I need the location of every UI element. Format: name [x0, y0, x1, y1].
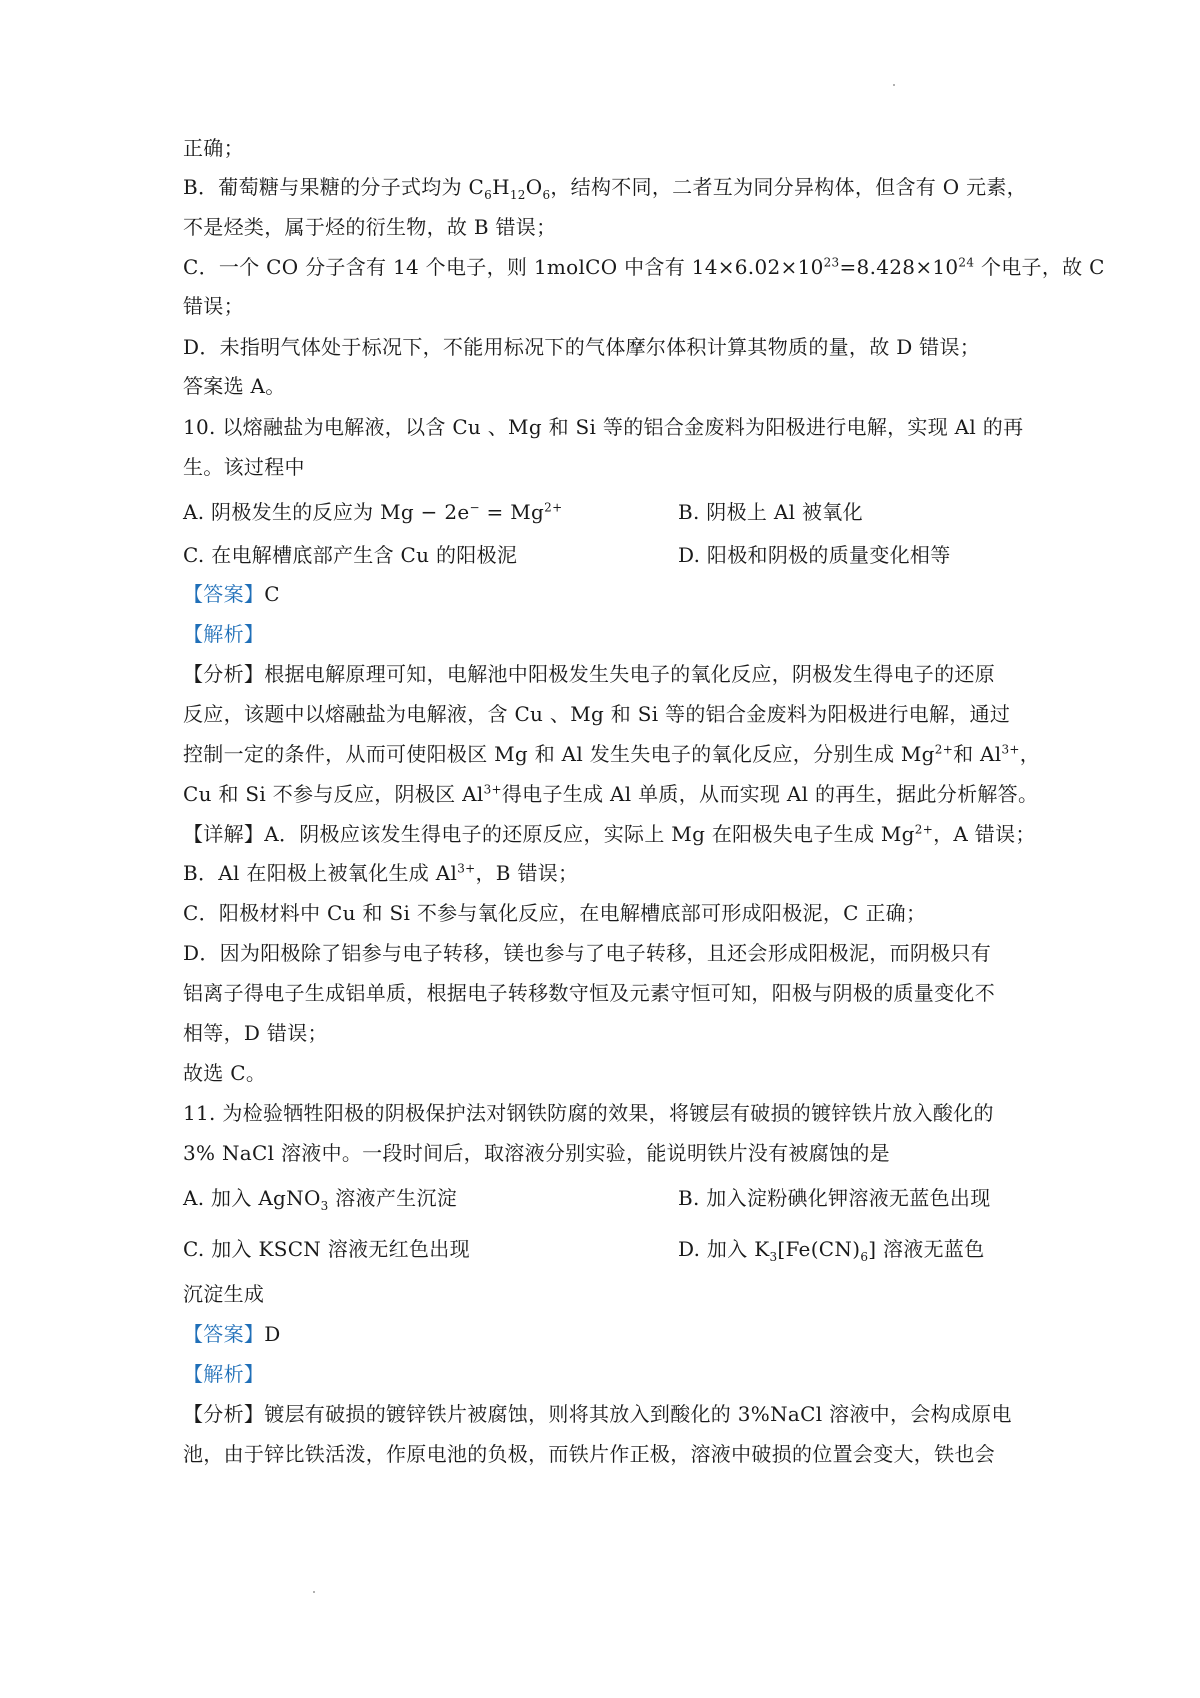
text: D．因为阳极除了铝参与电子转移，镁也参与了电子转移，且还会形成阳极泥，而阴极只有 — [183, 941, 992, 965]
text-line — [183, 1400, 1033, 1428]
text: C．一个 CO 分子含有 14 个电子，则 1molCO 中含有 14×6.02×10 — [183, 255, 824, 279]
text-line — [183, 979, 1033, 1007]
superscript: 3+ — [1001, 742, 1020, 757]
superscript: 3+ — [457, 861, 476, 876]
text: D．未指明气体处于标况下，不能用标况下的气体摩尔体积计算其物质的量，故 D 错误； — [183, 335, 981, 359]
text: B. 阴极上 Al 被氧化 — [678, 500, 863, 524]
subscript: 3 — [320, 1199, 329, 1213]
text: 池，由于锌比铁活泼，作原电池的负极，而铁片作正极，溶液中破损的位置会变大，铁也会 — [183, 1442, 995, 1466]
text-line — [183, 859, 1033, 887]
text: 错误； — [183, 294, 244, 318]
answer-label: 【答案】 — [183, 1322, 265, 1346]
text: ] 溶液无蓝色 — [868, 1237, 985, 1261]
scan-dot — [313, 1591, 315, 1593]
text: ，B 错误； — [475, 861, 579, 885]
question-11-stem — [183, 1139, 1033, 1167]
text: 【详解】A．阴极应该发生得电子的还原反应，实际上 Mg 在阳极失电子生成 Mg — [183, 822, 915, 846]
text-line — [183, 1440, 1033, 1468]
subscript: 3 — [769, 1250, 778, 1264]
subscript: 12 — [509, 188, 526, 202]
superscript: 2+ — [544, 500, 563, 515]
text: D. 加入 K — [678, 1237, 770, 1261]
text: 得电子生成 Al 单质，从而实现 Al 的再生，据此分析解答。 — [501, 782, 1039, 806]
text-line — [183, 372, 1033, 400]
option-10-c — [183, 541, 603, 569]
text-line — [183, 899, 1033, 927]
text: 铝离子得电子生成铝单质，根据电子转移数守恒及元素守恒可知，阳极与阴极的质量变化不 — [183, 981, 995, 1005]
text: =8.428×10 — [839, 255, 959, 279]
text: H — [492, 175, 510, 199]
text: B．葡萄糖与果糖的分子式均为 C — [183, 175, 485, 199]
text: 11. 为检验牺牲阳极的阴极保护法对钢铁防腐的效果，将镀层有破损的镀锌铁片放入酸化的 — [183, 1101, 994, 1125]
text: 【分析】镀层有破损的镀锌铁片被腐蚀，则将其放入到酸化的 3%NaCl 溶液中，会构成原电 — [183, 1402, 1012, 1426]
text: 和 Al — [953, 742, 1002, 766]
superscript: − — [469, 500, 480, 515]
superscript: 23 — [823, 255, 840, 270]
text: 反应，该题中以熔融盐为电解液，含 Cu 、Mg 和 Si 等的铝合金废料为阳极进行电解，通过 — [183, 702, 1011, 726]
text-line — [183, 292, 1033, 320]
text-line — [183, 660, 1033, 688]
text: 相等，D 错误； — [183, 1021, 328, 1045]
option-11-b — [678, 1184, 1028, 1212]
question-10-stem — [183, 413, 1033, 441]
text: 答案选 A。 — [183, 374, 286, 398]
text: 故选 C。 — [183, 1061, 267, 1085]
option-10-a — [183, 498, 603, 526]
subscript: 6 — [484, 188, 493, 202]
option-10-d — [678, 541, 1028, 569]
text: ， — [1019, 742, 1041, 766]
answer-value: C — [264, 582, 280, 606]
text-line — [183, 134, 1033, 162]
text-line — [183, 740, 1041, 768]
text: 个电子，故 C — [974, 255, 1105, 279]
text-line — [183, 173, 1033, 201]
text: = Mg — [479, 500, 545, 524]
text: 【分析】根据电解原理可知，电解池中阳极发生失电子的氧化反应，阴极发生得电子的还原 — [183, 662, 995, 686]
text: C. 在电解槽底部产生含 Cu 的阳极泥 — [183, 543, 518, 567]
option-11-a — [183, 1184, 603, 1212]
answer-11 — [183, 1320, 1033, 1348]
text-line — [183, 780, 1039, 808]
text: 生。该过程中 — [183, 455, 305, 479]
text: 正确； — [183, 136, 244, 160]
text-line — [183, 700, 1033, 728]
analysis-10-label — [183, 620, 1033, 648]
text-line — [183, 820, 1036, 848]
scan-dot — [893, 84, 895, 86]
text: 【解析】 — [183, 1362, 265, 1386]
text: A. 加入 AgNO — [183, 1186, 321, 1210]
answer-label: 【答案】 — [183, 582, 265, 606]
text: 3% NaCl 溶液中。一段时间后，取溶液分别实验，能说明铁片没有被腐蚀的是 — [183, 1141, 890, 1165]
superscript: 24 — [958, 255, 975, 270]
option-11-c — [183, 1235, 603, 1263]
text: O — [525, 175, 543, 199]
text: B．Al 在阳极上被氧化生成 Al — [183, 861, 458, 885]
text: D. 阳极和阴极的质量变化相等 — [678, 543, 951, 567]
option-11-d — [678, 1235, 1033, 1263]
text: 10. 以熔融盐为电解液，以含 Cu 、Mg 和 Si 等的铝合金废料为阳极进行电解，实现 Al 的再 — [183, 415, 1024, 439]
text: ，结构不同，二者互为同分异构体，但含有 O 元素， — [550, 175, 1027, 199]
text: 不是烃类，属于烃的衍生物，故 B 错误； — [183, 215, 557, 239]
answer-value: D — [264, 1322, 281, 1346]
option-10-b — [678, 498, 1028, 526]
text: 沉淀生成 — [183, 1282, 265, 1306]
text: C. 加入 KSCN 溶液无红色出现 — [183, 1237, 470, 1261]
text: ，A 错误； — [933, 822, 1036, 846]
subscript: 6 — [542, 188, 551, 202]
analysis-11-label — [183, 1360, 1033, 1388]
text-line — [183, 333, 1033, 361]
text: A. 阴极发生的反应为 Mg − 2e — [183, 500, 470, 524]
text: B. 加入淀粉碘化钾溶液无蓝色出现 — [678, 1186, 991, 1210]
text-line — [183, 939, 1033, 967]
text: [Fe(CN) — [777, 1237, 861, 1261]
text-line — [183, 213, 1033, 241]
text-line — [183, 1059, 1033, 1087]
superscript: 3+ — [483, 782, 502, 797]
text: 控制一定的条件，从而可使阳极区 Mg 和 Al 发生失电子的氧化反应，分别生成 Mg — [183, 742, 935, 766]
text: Cu 和 Si 不参与反应，阴极区 Al — [183, 782, 484, 806]
text-line — [183, 1019, 1033, 1047]
text-line — [183, 253, 1105, 281]
text: 溶液产生沉淀 — [328, 1186, 458, 1210]
question-10-stem — [183, 453, 1033, 481]
subscript: 6 — [860, 1250, 869, 1264]
question-11-stem — [183, 1099, 1033, 1127]
text-line — [183, 1280, 1033, 1308]
text: 【解析】 — [183, 622, 265, 646]
superscript: 2+ — [934, 742, 954, 757]
superscript: 2+ — [914, 822, 934, 837]
answer-10 — [183, 580, 1033, 608]
text: C．阳极材料中 Cu 和 Si 不参与氧化反应，在电解槽底部可形成阳极泥，C 正确； — [183, 901, 927, 925]
